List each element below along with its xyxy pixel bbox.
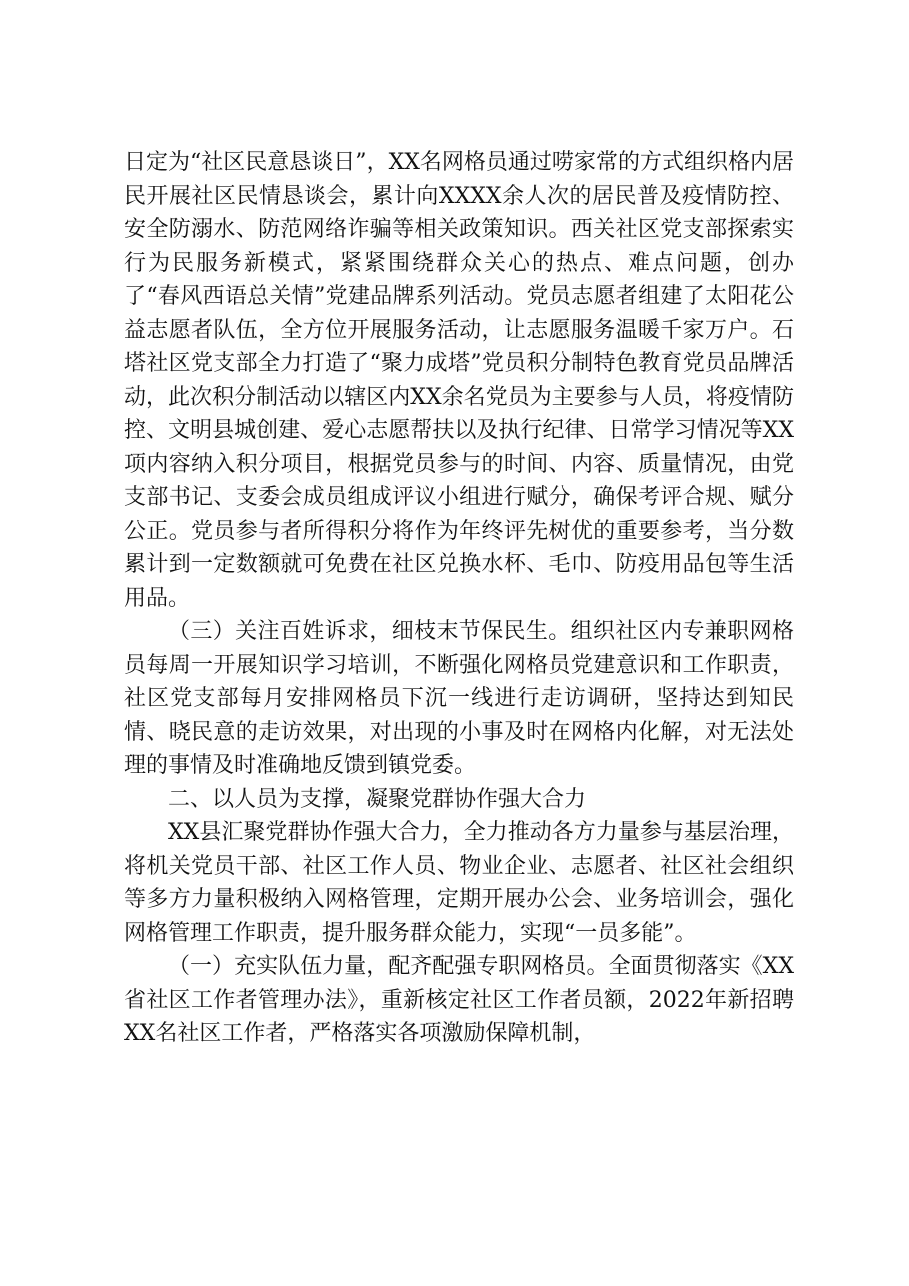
paragraph-section-three: （三）关注百姓诉求，细枝末节保民生。组织社区内专兼职网格员每周一开展知识学习培训，不断强化网格员党建意识和工作职责，社区党支部每月安排网格员下沉一线进行走访调研，坚持达到知民情、晓民意的走访效果，对出现的小事及时在网格内化解，对无法处理的事情及时准确地反馈到镇党委。 (124, 619, 794, 778)
paragraph-section-two-intro: XX县汇聚党群协作强大合力，全力推动各方力量参与基层治理，将机关党员干部、社区工作人员、物业企业、志愿者、社区社会组织等多方力量积极纳入网格管理，定期开展办公会、业务培训会，强化网格管理工作职责，提升服务群众能力，实现“一员多能”。 (124, 820, 794, 946)
section-heading-two: 二、以人员为支撑，凝聚党群协作强大合力 (168, 786, 587, 812)
paragraph-section-one: （一）充实队伍力量，配齐配强专职网格员。全面贯彻落实《XX省社区工作者管理办法》，重新核定社区工作者员额，2022年新招聘XX名社区工作者，严格落实各项激励保障机制， (124, 954, 794, 1046)
document-body (124, 146, 794, 1051)
paragraph-community-activities: 日定为“社区民意恳谈日”，XX名网格员通过唠家常的方式组织格内居民开展社区民情恳谈会，累计向XXXX余人次的居民普及疫情防控、安全防溺水、防范网络诈骗等相关政策知识。西关社区党支部探索实行为民服务新模式，紧紧围绕群众关心的热点、难点问题，创办了“春风西语总关情”党建品牌系列活动。党员志愿者组建了太阳花公益志愿者队伍，全方位开展服务活动，让志愿服务温暖千家万户。石塔社区党支部全力打造了“聚力成塔”党员积分制特色教育党员品牌活动，此次积分制活动以辖区内XX余名党员为主要参与人员，将疫情防控、文明县城创建、爱心志愿帮扶以及执行纪律、日常学习情况等XX项内容纳入积分项目，根据党员参与的时间、内容、质量情况，由党支部书记、支委会成员组成评议小组进行赋分，确保考评合规、赋分公正。党员参与者所得积分将作为年终评先树优的重要参考，当分数累计到一定数额就可免费在社区兑换水杯、毛巾、防疫用品包等生活用品。 (124, 150, 794, 611)
